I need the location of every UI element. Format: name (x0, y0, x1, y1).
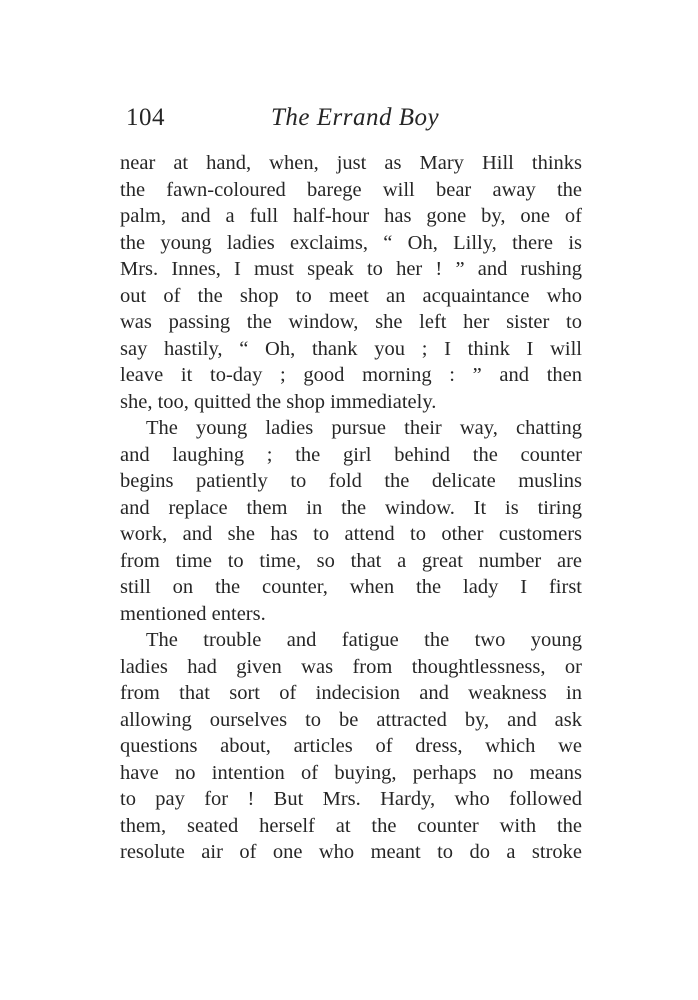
running-title: The Errand Boy (271, 104, 440, 131)
body-text (120, 150, 582, 866)
text-line: out of the shop to meet an acquaintance who (120, 284, 582, 307)
text-line: and replace them in the window. It is tiring (120, 496, 582, 519)
text-line: allowing ourselves to be attracted by, and ask (120, 708, 582, 731)
text-line: ladies had given was from thoughtlessness, or (120, 655, 582, 678)
text-line: questions about, articles of dress, which we (120, 735, 582, 757)
text-line: near at hand, when, just as Mary Hill thinks (120, 152, 582, 174)
text-line: palm, and a full half-hour has gone by, one of (120, 205, 582, 227)
text-line: have no intention of buying, perhaps no means (120, 761, 582, 784)
text-line: to pay for ! But Mrs. Hardy, who followed (120, 788, 582, 810)
text-line: was passing the window, she left her sister to (120, 311, 582, 333)
text-line: them, seated herself at the counter with the (120, 814, 582, 837)
page-header (126, 104, 583, 138)
text-line: leave it to-day ; good morning : ” and then (120, 364, 582, 386)
page-number: 104 (126, 104, 165, 131)
paragraph-3 (120, 627, 582, 866)
text-line: from time to time, so that a great number are (120, 549, 582, 572)
paragraph-1 (120, 150, 582, 415)
text-line: begins patiently to fold the delicate muslins (120, 470, 582, 492)
text-line: the fawn-coloured barege will bear away the (120, 178, 582, 201)
text-line: mentioned enters. (120, 602, 266, 625)
text-line: from that sort of indecision and weakness in (120, 682, 582, 704)
text-line: say hastily, “ Oh, thank you ; I think I will (120, 337, 582, 360)
text-line: she, too, quitted the shop immediately. (120, 390, 437, 413)
text-line: resolute air of one who meant to do a stroke (120, 841, 582, 863)
text-line: and laughing ; the girl behind the counter (120, 443, 582, 466)
text-line: The young ladies pursue their way, chatting (146, 417, 582, 439)
text-line: still on the counter, when the lady I first (120, 576, 582, 598)
text-line: Mrs. Innes, I must speak to her ! ” and rushing (120, 258, 582, 280)
text-line: work, and she has to attend to other customers (120, 523, 582, 545)
text-line: The trouble and fatigue the two young (146, 629, 582, 651)
text-line: the young ladies exclaims, “ Oh, Lilly, there is (120, 231, 582, 254)
paragraph-2 (120, 415, 582, 627)
